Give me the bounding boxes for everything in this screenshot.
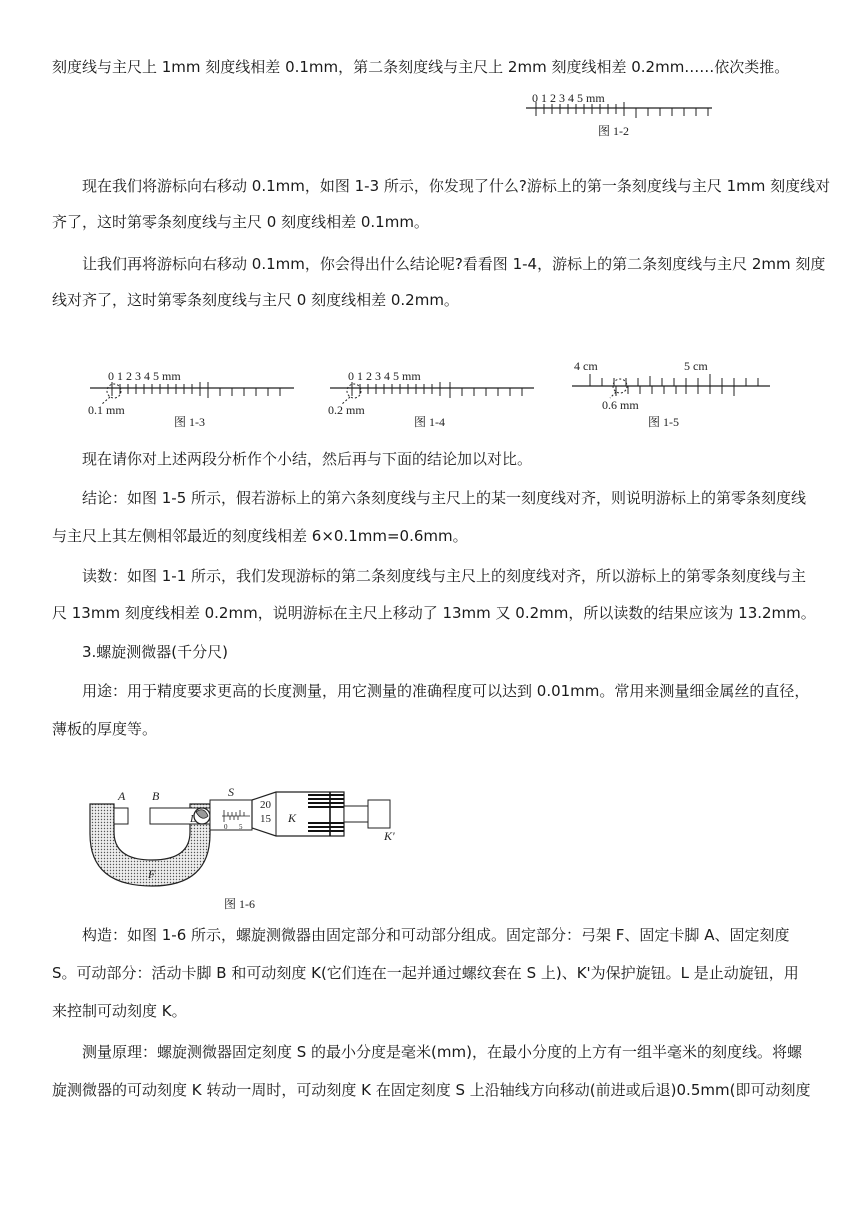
paragraph-line: 线对齐了，这时第零条刻度线与主尺 0 刻度线相差 0.2mm。	[52, 291, 459, 309]
label-f: F	[148, 867, 156, 881]
figure-caption: 图 1-6	[224, 897, 255, 911]
paragraph-line: 构造：如图 1-6 所示，螺旋测微器由固定部分和可动部分组成。固定部分：弓架 F、固定卡脚 A、固定刻度	[82, 926, 790, 944]
thimble-number-15: 15	[260, 813, 271, 825]
figure-1-5	[568, 356, 774, 432]
vernier-scale-label: 0 1 2 3 4 5 mm	[108, 369, 181, 383]
paragraph-line: 现在请你对上述两段分析作个小结，然后再与下面的结论加以对比。	[82, 450, 533, 468]
offset-label: 0.2 mm	[328, 403, 365, 417]
label-l: L	[190, 813, 197, 825]
label-s: S	[228, 785, 234, 799]
paragraph-line: 齐了，这时第零条刻度线与主尺 0 刻度线相差 0.1mm。	[52, 213, 429, 231]
section-heading: 3.螺旋测微器(千分尺)	[82, 643, 229, 661]
paragraph-line: 旋测微器的可动刻度 K 转动一周时，可动刻度 K 在固定刻度 S 上沿轴线方向移动(前进或后退)0.5mm(即可动刻度	[52, 1081, 811, 1099]
figure-1-6	[82, 782, 422, 914]
paragraph-line: 来控制可动刻度 K。	[52, 1002, 187, 1020]
label-b: B	[152, 789, 160, 803]
thimble-number-20: 20	[260, 799, 271, 811]
figure-1-4	[326, 364, 538, 430]
main-scale-right-label: 5 cm	[684, 359, 708, 373]
paragraph-line: 现在我们将游标向右移动 0.1mm，如图 1-3 所示，你发现了什么?游标上的第一条刻度线与主尺 1mm 刻度线对	[82, 177, 831, 195]
sleeve-s	[210, 800, 252, 830]
main-scale-left-label: 4 cm	[574, 359, 598, 373]
paragraph-line: 用途：用于精度要求更高的长度测量，用它测量的准确程度可以达到 0.01mm。常用来测量细金属丝的直径，	[82, 682, 810, 700]
label-a: A	[118, 789, 126, 803]
paragraph-line: 尺 13mm 刻度线相差 0.2mm，说明游标在主尺上移动了 13mm 又 0.2mm，所以读数的结果应该为 13.2mm。	[52, 604, 816, 622]
figure-1-3	[86, 364, 298, 430]
figure-caption: 图 1-2	[598, 124, 629, 138]
paragraph-line: 读数：如图 1-1 所示，我们发现游标的第二条刻度线与主尺上的刻度线对齐，所以游标上的第零条刻度线与主	[82, 567, 807, 585]
sleeve-number-5: 5	[239, 823, 243, 831]
vernier-scale-label: 0 1 2 3 4 5 mm	[532, 91, 605, 105]
anvil-a	[114, 808, 128, 824]
label-k: K	[288, 811, 297, 825]
paragraph-line: 结论：如图 1-5 所示，假若游标上的第六条刻度线与主尺上的某一刻度线对齐，则说明游标上的第零条刻度线	[82, 489, 807, 507]
offset-label: 0.6 mm	[602, 398, 639, 412]
vernier-scale-label: 0 1 2 3 4 5 mm	[348, 369, 421, 383]
offset-label: 0.1 mm	[88, 403, 125, 417]
paragraph-line: 让我们再将游标向右移动 0.1mm，你会得出什么结论呢?看看图 1-4，游标上的第二条刻度线与主尺 2mm 刻度	[82, 255, 826, 273]
figure-1-2	[520, 86, 720, 142]
paragraph-line: 与主尺上其左侧相邻最近的刻度线相差 6×0.1mm=0.6mm。	[52, 527, 468, 545]
paragraph-line: 测量原理：螺旋测微器固定刻度 S 的最小分度是毫米(mm)，在最小分度的上方有一组半毫米的刻度线。将螺	[82, 1043, 802, 1061]
figure-caption: 图 1-5	[648, 415, 679, 429]
paragraph-line: 刻度线与主尺上 1mm 刻度线相差 0.1mm，第二条刻度线与主尺上 2mm 刻度线相差 0.2mm……依次类推。	[52, 58, 790, 76]
figure-caption: 图 1-4	[414, 415, 445, 429]
label-k-prime: K'	[384, 829, 395, 843]
ratchet-k-prime	[344, 806, 368, 822]
paragraph-line: S。可动部分：活动卡脚 B 和可动刻度 K(它们连在一起并通过螺纹套在 S 上)、K'为保护旋钮。L 是止动旋钮，用	[52, 964, 799, 982]
sleeve-number-0: 0	[224, 823, 228, 831]
figure-caption: 图 1-3	[174, 415, 205, 429]
paragraph-line: 薄板的厚度等。	[52, 720, 158, 738]
